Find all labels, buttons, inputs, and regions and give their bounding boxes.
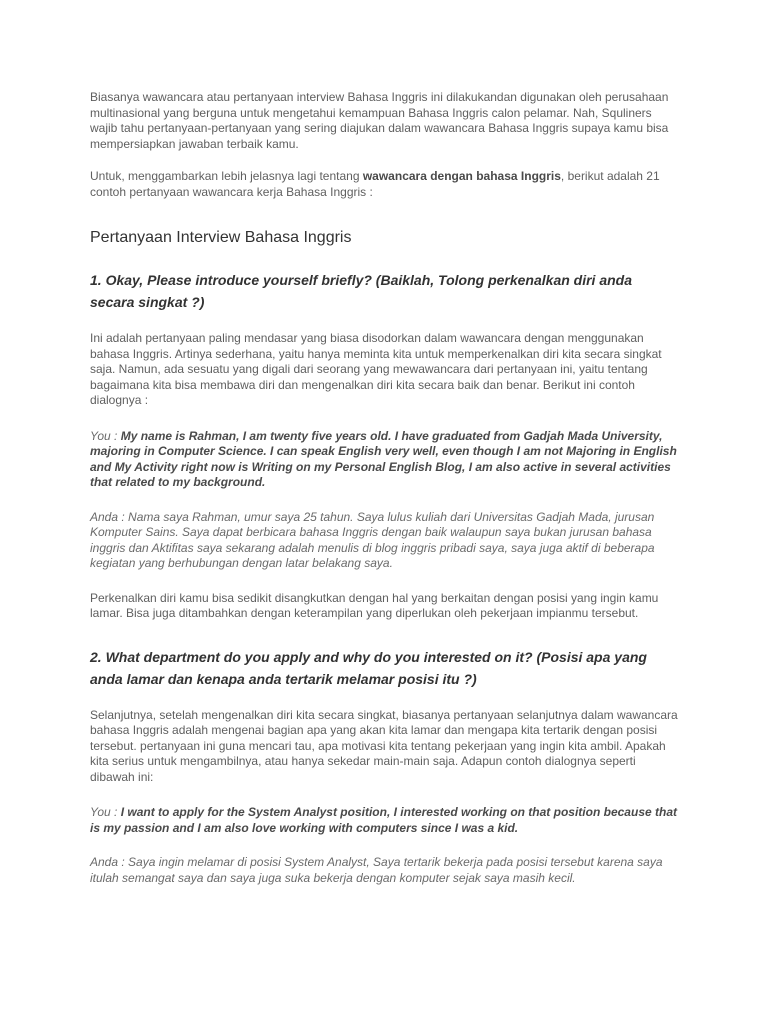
- question-2-body: Selanjutnya, setelah mengenalkan diri kita secara singkat, biasanya pertanyaan selanjutnya dalam wawancara bahasa Inggris adalah mengenai bagian apa yang akan kita lamar dan mengapa kita tertarik dengan posisi tersebut. pertanyaan ini guna mencari tau, apa motivasi kita tentang pekerjaan yang ingin kita ambil. Apakah kita serius untuk mengambilnya, atau hanya sekedar main-main saja. Adapun contoh dialognya seperti dibawah ini:: [90, 707, 678, 784]
- you-label: You :: [90, 428, 118, 443]
- intro-paragraph-1: Biasanya wawancara atau pertanyaan interview Bahasa Inggris ini dilakukandan digunakan oleh perusahaan multinasional yang berguna untuk mengetahui kemampuan Bahasa Inggris calon pelamar. Nah, Squliners wajib tahu pertanyaan-pertanyaan yang sering diajukan dalam wawancara Bahasa Inggris supaya kamu bisa mempersiapkan jawaban terbaik kamu.: [90, 90, 669, 151]
- question-2-you-dialog: [90, 805, 680, 836]
- you-answer: My name is Rahman, I am twenty five years old. I have graduated from Gadjah Mada University, majoring in Computer Science. I can speak English very well, even though I am not Majoring in English and My Activity right now is Writing on my Personal English Blog, I am also active in several activities that related to my background.: [90, 428, 677, 489]
- question-2-anda-dialog: [90, 855, 680, 886]
- question-1-you-dialog: [90, 429, 680, 491]
- section-title: Pertanyaan Interview Bahasa Inggris: [90, 229, 352, 246]
- intro-paragraph-2-tail: , berikut adalah 21 contoh pertanyaan wawancara kerja Bahasa Inggris :: [90, 169, 660, 199]
- anda-answer: Saya ingin melamar di posisi System Analyst, Saya tertarik bekerja pada posisi tersebut karena saya itulah semangat saya dan saya juga suka bekerja dengan komputer sejak saya masih kecil.: [90, 855, 663, 885]
- you-answer: I want to apply for the System Analyst position, I interested working on that position because that is my passion and I am also love working with computers since I was a kid.: [90, 805, 677, 835]
- question-1-anda-dialog: [90, 510, 680, 572]
- intro-bold-keyword: wawancara dengan bahasa Inggris: [362, 169, 561, 183]
- anda-answer: Nama saya Rahman, umur saya 25 tahun. Saya lulus kuliah dari Universitas Gadjah Mada, jurusan Komputer Sains. Saya dapat berbicara bahasa Inggris dengan baik walaupun saya bukan jurusan bahasa inggris dan Aktifitas saya sekarang adalah menulis di blog inggris pribadi saya, saya juga aktif di beberapa kegiatan yang berhubungan dengan latar belakang saya.: [90, 509, 655, 570]
- question-2-title: 2. What department do you apply and why do you interested on it? (Posisi apa yang anda lamar dan kenapa anda tertarik melamar posisi itu ?): [90, 648, 647, 687]
- question-1-body: Ini adalah pertanyaan paling mendasar yang biasa disodorkan dalam wawancara dengan menggunakan bahasa Inggris. Artinya sederhana, yaitu hanya meminta kita untuk memperkenalkan diri kita secara singkat saja. Namun, ada sesuatu yang digali dari seorang yang mewawancara dari pertanyaan ini, yaitu tentang bagaimana kita bisa membawa diri dan mengenalkan diri kita secara baik dan benar. Berikut ini contoh dialognya :: [90, 331, 662, 407]
- intro-paragraph-2-lead: Untuk, menggambarkan lebih jelasnya lagi tentang: [90, 169, 363, 183]
- anda-label: Anda :: [90, 509, 125, 524]
- intro-paragraph-2: [90, 169, 680, 200]
- anda-label: Anda :: [90, 855, 125, 869]
- document-page: [90, 90, 680, 905]
- you-label: You :: [90, 805, 118, 819]
- question-1-title: 1. Okay, Please introduce yourself briefly? (Baiklah, Tolong perkenalkan diri anda secara singkat ?): [90, 272, 633, 310]
- question-1-note: Perkenalkan diri kamu bisa sedikit disangkutkan dengan hal yang berkaitan dengan posisi yang ingin kamu lamar. Bisa juga ditambahkan dengan keterampilan yang diperlukan oleh pekerjaan impianmu tersebut.: [90, 590, 659, 620]
